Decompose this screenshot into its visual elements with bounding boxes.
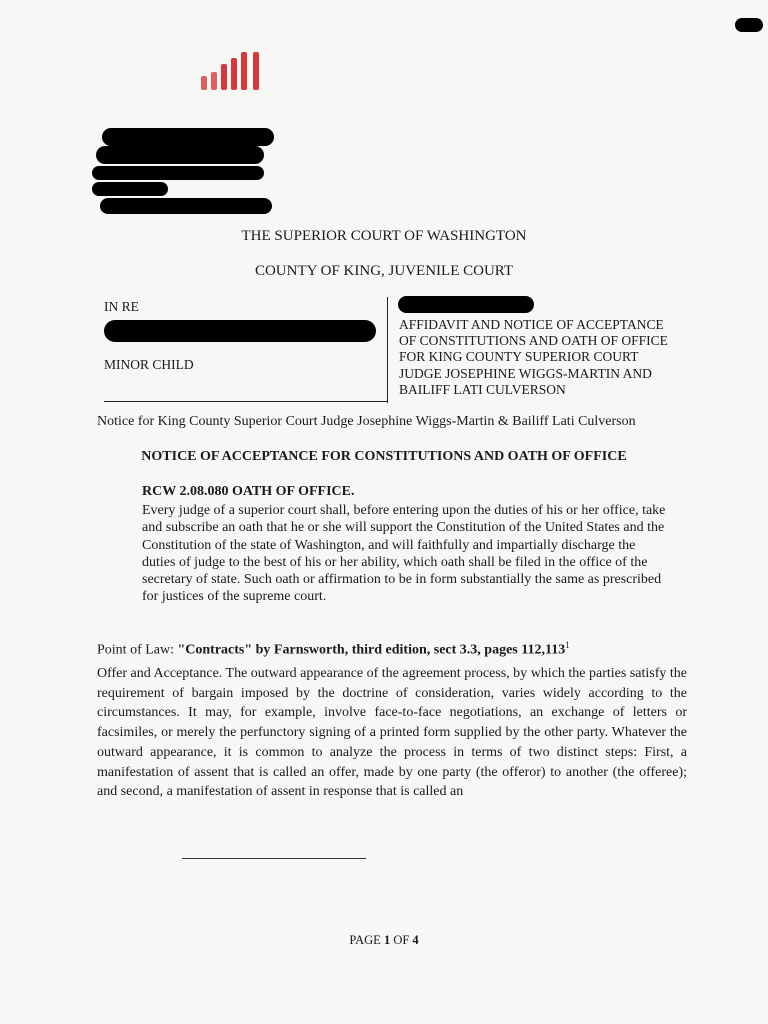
contract-body: Offer and Acceptance. The outward appearance of the agreement process, by which the parties satisfy the requirement of bargain imposed by the doctrine of consideration, varies widely according to the circumstances. It may, for example, involve face-to-face negotiations, an exchange of letters or facsimiles, or merely the perfunctory signing of a printed form supplied by the other party. Whatever the outward appearance, it is common to analyze the process in terms of two distinct steps: First, a manifestation of assent that is called an offer, made by one party (the offeror) to another (the offeree); and second, a manifestation of assent in response that is called an (97, 666, 687, 800)
redacted-address-line (92, 166, 264, 180)
notice-line: Notice for King County Superior Court Judge Josephine Wiggs-Martin & Bailiff Lati Culverson (97, 414, 636, 429)
redacted-child-name (104, 320, 376, 342)
in-re-label: IN RE (104, 299, 139, 314)
rcw-title: RCW 2.08.080 OATH OF OFFICE. (142, 484, 355, 499)
rcw-body: Every judge of a superior court shall, before entering upon the duties of his or her office, take and subscribe an oath that he or she will support the Constitution of the United States and the Constitution of the state of Washington, and will faithfully and impartially discharge the duties of judge to the best of his or her ability, which oath shall be filed in the office of the secretary of state. Such oath or affirmation to be in form substantially the same as prescribed for justices of the supreme court. (142, 503, 666, 605)
page-current: 1 (383, 933, 391, 947)
redacted-case-number (398, 296, 534, 313)
affidavit-line: JUDGE JOSEPHINE WIGGS-MARTIN AND (399, 365, 652, 381)
court-name: THE SUPERIOR COURT OF WASHINGTON (241, 228, 527, 244)
ink-spot (735, 18, 763, 32)
court-county: COUNTY OF KING, JUVENILE COURT (254, 263, 514, 279)
affidavit-line: BAILIFF LATI CULVERSON (399, 381, 566, 397)
page-of: OF (390, 933, 413, 947)
affidavit-title (399, 317, 699, 398)
page-prefix: PAGE (349, 933, 384, 947)
affidavit-line: OF CONSTITUTIONS AND OATH OF OFFICE (399, 333, 668, 349)
redacted-city-line (92, 182, 168, 196)
redacted-address-line (96, 146, 264, 164)
redacted-contact-line (100, 198, 272, 214)
point-of-law (97, 640, 570, 659)
page-total: 4 (412, 933, 419, 947)
footnote-mark: 1 (565, 640, 570, 650)
page-number (0, 933, 768, 948)
flag-logo (201, 50, 265, 90)
redacted-name-block (102, 128, 274, 146)
point-of-law-citation: "Contracts" by Farnsworth, third edition, sect 3.3, pages 112,113 (177, 642, 566, 658)
affidavit-line: AFFIDAVIT AND NOTICE OF ACCEPTANCE (399, 317, 664, 332)
footnote-separator (182, 858, 366, 859)
notice-heading: NOTICE OF ACCEPTANCE FOR CONSTITUTIONS AND OATH OF OFFICE (141, 449, 627, 464)
caption-divider-vertical (387, 297, 388, 403)
caption-divider-horizontal (104, 401, 388, 402)
point-of-law-label: Point of Law: (97, 642, 178, 658)
minor-child-label: MINOR CHILD (104, 357, 194, 372)
affidavit-line: FOR KING COUNTY SUPERIOR COURT (399, 349, 639, 365)
